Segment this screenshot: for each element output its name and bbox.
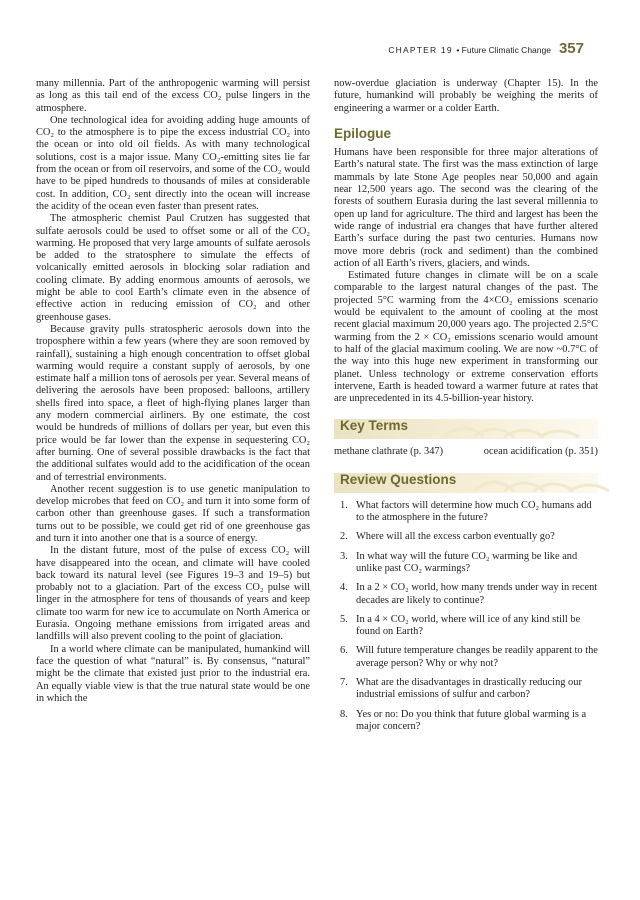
question-number: 6. <box>340 645 348 657</box>
question-text: What factors will determine how much CO₂ humans add to the atmosphere in the future? <box>356 499 592 524</box>
chapter-title: Future Climatic Change <box>461 45 551 55</box>
question-number: 2. <box>340 531 348 543</box>
question-number: 1. <box>340 499 348 511</box>
review-question <box>334 709 598 734</box>
chapter-label <box>388 45 551 55</box>
question-text: In a 2 × CO₂ world, how many trends under way in recent decades are likely to continue? <box>356 582 598 606</box>
review-questions-banner <box>334 473 598 493</box>
paragraph: In the distant future, most of the pulse of excess CO₂ will have disappeared into the ocean, and climate will have cooled back toward its natural level (see Figures 19–3 and 19–5) but probably not to a glaciation. Part of the excess CO₂ pulse will linger in the atmosphere for tens of thousands of years and keep climate too warm for new ice to accumulate on North America or Eurasia. Ongoing methane emissions from irrigated areas and landfills will also prevent cooling to the point of glaciation. <box>36 545 310 643</box>
paragraph: many millennia. Part of the anthropogenic warming will persist as long as this tail end of the excess CO₂ pulse lingers in the atmosphere. <box>36 78 310 114</box>
question-text: In what way will the future CO₂ warming be like and unlike past CO₂ warmings? <box>356 550 578 574</box>
question-number: 8. <box>340 708 348 720</box>
chapter-number: CHAPTER 19 <box>388 45 453 55</box>
review-question <box>334 551 598 576</box>
paragraph: now-overdue glaciation is underway (Chapter 15). In the future, humankind will probably be weighing the merits of engineering a warmer or a colder Earth. <box>334 78 598 114</box>
left-column <box>36 78 310 705</box>
question-number: 4. <box>340 582 348 594</box>
review-questions-list <box>334 500 598 733</box>
question-number: 5. <box>340 613 348 625</box>
review-question <box>334 500 598 525</box>
key-terms-list <box>334 446 598 458</box>
page-number: 357 <box>558 40 584 57</box>
question-number: 3. <box>340 550 348 562</box>
banner-swirl-decoration <box>474 473 624 493</box>
key-term: ocean acidification (p. 351) <box>483 446 598 458</box>
banner-swirl-decoration <box>444 419 594 439</box>
review-question <box>334 614 598 639</box>
question-text: Will future temperature changes be readily apparent to the average person? Why or why not? <box>356 645 598 669</box>
question-text: In a 4 × CO₂ world, where will ice of any kind still be found on Earth? <box>356 613 581 638</box>
paragraph: Another recent suggestion is to use genetic manipulation to develop microbes that feed on CO₂ and turn it into some form of carbon other than greenhouse gases. If such a transformation turns out to be possible, we could get rid of one greenhouse gas and turn it into another one that is a source of energy. <box>36 483 310 544</box>
paragraph: Estimated future changes in climate will be on a scale comparable to the largest natural changes of the past. The projected 5°C warming from the 4×CO₂ emissions scenario would be equivalent to the amount of cooling at the most recent glacial maximum 20,000 years ago. The projected 2.5°C warming from the 2 × CO₂ emissions scenario would amount to half of the glacial maximum cooling. We are now ~0.7°C of the way into this huge new experiment in transforming our planet. Unless technology or extreme conservation efforts intervene, Earth is headed toward a warmer future at rates that are unprecedented in its 4.5-billion-year history. <box>334 270 598 405</box>
question-text: Yes or no: Do you think that future global warming is a major concern? <box>356 708 587 732</box>
question-text: What are the disadvantages in drastically reducing our industrial emissions of sulfur and carbon? <box>356 676 582 701</box>
paragraph: The atmospheric chemist Paul Crutzen has suggested that sulfate aerosols could be used to offset some or all of the CO₂ warming. He proposed that very large amounts of sulfate aerosols be added to the stratosphere to simulate the effects of volcanically emitted aerosols in blocking solar radiation and cooling climate. By adding enormous amounts of aerosols, we might be able to cool Earth’s climate even in the absence of effective action in reducing emission of CO₂ and other greenhouse gases. <box>36 213 310 323</box>
review-question <box>334 531 598 543</box>
review-question <box>334 677 598 702</box>
question-text: Where will all the excess carbon eventually go? <box>356 531 555 543</box>
paragraph: Humans have been responsible for three major alterations of Earth’s natural state. The first was the mass extinction of large mammals by late Stone Age peoples near 50,000 and again near 12,500 years ago. The second was the clearing of the forests of southern Eurasia during the last several millennia to open up land for agriculture. The third and largest has been the wide range of industrial era changes that have further altered Earth’s surface during the past two centuries. Humans now move more debris (rock and sediment) than the combined action of all Earth’s rivers, glaciers, and winds. <box>334 147 598 269</box>
review-question <box>334 645 598 670</box>
running-header <box>388 40 584 57</box>
review-question <box>334 582 598 607</box>
question-number: 7. <box>340 676 348 688</box>
key-terms-banner <box>334 419 598 439</box>
review-questions-heading: Review Questions <box>340 471 457 487</box>
key-terms-heading: Key Terms <box>340 418 409 434</box>
paragraph: Because gravity pulls stratospheric aerosols down into the troposphere within a few years (where they are soon removed by rainfall), sustaining a high enough concentration to offset global warming would require a constant supply of aerosols, by one estimate half a million tons of aerosols per year. Several means of delivering the aerosols have been proposed: balloons, artillery shells fired into space, a fleet of high-flying planes larger than any modern commercial airliners. By one estimate, the cost would be hundreds of millions of dollars per year, but even this price would be far lower than the expense in sequestering CO₂ after burning. One of several possible drawbacks is the fact that the additional sulfates would add to the acidification of the ocean and of terrestrial environments. <box>36 323 310 483</box>
right-column <box>334 78 598 740</box>
paragraph: One technological idea for avoiding adding huge amounts of CO₂ to the atmosphere is to pipe the excess industrial CO₂ into the ocean or into old oil fields. As with many technological solutions, cost is a major issue. Many CO₂-emitting sites lie far from the ocean or from oil reservoirs, and some of the CO₂ would have to be piped hundreds to thousands of miles at considerable cost. In addition, CO₂ sent directly into the ocean will increase the acidity of the ocean even faster than present rates. <box>36 114 310 212</box>
epilogue-heading: Epilogue <box>334 125 391 141</box>
header-separator: • <box>456 45 462 55</box>
key-term: methane clathrate (p. 347) <box>334 446 444 458</box>
paragraph: In a world where climate can be manipulated, humankind will face the question of what “natural” is. By consensus, “natural” might be the climate that existed just prior to the industrial era. An equally viable view is that the true natural state would be one in which the <box>36 643 310 704</box>
